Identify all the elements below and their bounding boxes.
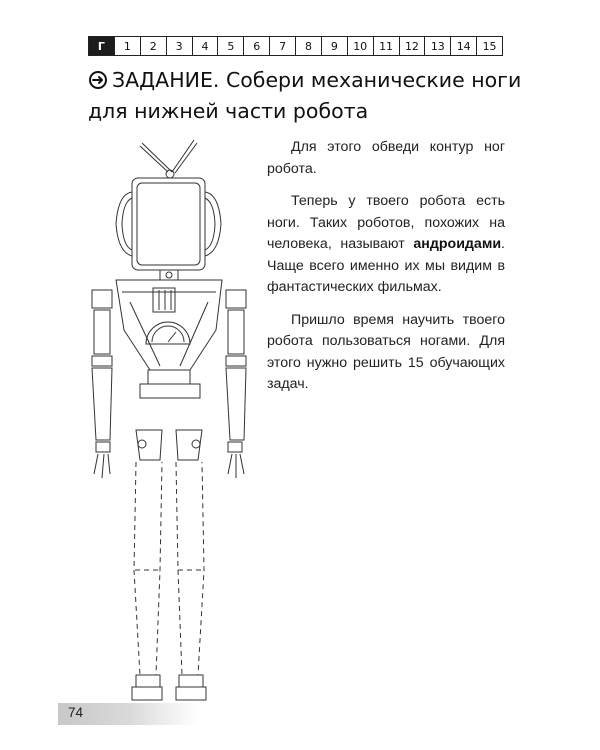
tab-13[interactable]: 13 bbox=[424, 37, 450, 55]
tab-10[interactable]: 10 bbox=[347, 37, 373, 55]
arrow-circle-icon bbox=[88, 69, 112, 97]
tab-3[interactable]: 3 bbox=[166, 37, 192, 55]
tab-14[interactable]: 14 bbox=[450, 37, 476, 55]
tab-8[interactable]: 8 bbox=[295, 37, 321, 55]
tab-9[interactable]: 9 bbox=[321, 37, 347, 55]
instructions bbox=[267, 137, 505, 407]
title-line-1: ЗАДАНИЕ. Собери механические ноги bbox=[112, 68, 522, 92]
tab-15[interactable]: 15 bbox=[476, 37, 502, 55]
tab-6[interactable]: 6 bbox=[243, 37, 269, 55]
tab-7[interactable]: 7 bbox=[269, 37, 295, 55]
tab-5[interactable]: 5 bbox=[217, 37, 243, 55]
paragraph-2-text: Теперь у твоего робота есть ноги. Таких роботов, похожих на человека, называют bbox=[267, 193, 505, 252]
robot-legs-outline bbox=[134, 462, 204, 675]
robot-head bbox=[116, 178, 221, 280]
tab-11[interactable]: 11 bbox=[373, 37, 399, 55]
paragraph-3: Пришло время научить твоего робота пользоваться ногами. Для этого нужно решить 15 обучающих задач. bbox=[267, 311, 505, 392]
robot-right-arm bbox=[226, 290, 246, 478]
tab-12[interactable]: 12 bbox=[399, 37, 425, 55]
tab-g[interactable]: Г bbox=[89, 37, 114, 55]
title-line-2: для нижней части робота bbox=[88, 99, 369, 123]
paragraph-1: Для этого обведи контур ног робота. bbox=[267, 139, 505, 177]
robot-left-arm bbox=[92, 290, 112, 478]
section-tabs bbox=[88, 36, 503, 56]
keyword-androids: андроидами bbox=[413, 236, 502, 252]
robot-illustration bbox=[80, 130, 260, 710]
robot-hips bbox=[136, 430, 202, 460]
tab-4[interactable]: 4 bbox=[192, 37, 218, 55]
robot-feet bbox=[132, 675, 206, 700]
robot-torso bbox=[116, 280, 222, 398]
antenna bbox=[140, 140, 197, 178]
paragraph-2 bbox=[267, 191, 505, 299]
tab-1[interactable]: 1 bbox=[114, 37, 140, 55]
tab-2[interactable]: 2 bbox=[140, 37, 166, 55]
task-title bbox=[88, 66, 558, 125]
paragraph-2-text-end: . Чаще всего именно их мы видим в фантастических фильмах. bbox=[267, 236, 505, 295]
page-number: 74 bbox=[68, 705, 84, 720]
